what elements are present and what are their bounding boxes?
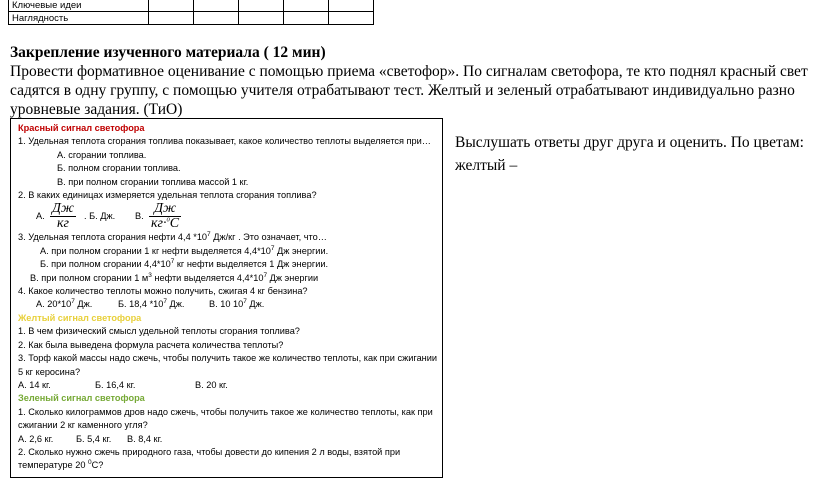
table-cell-label: Ключевые идеи (9, 0, 149, 12)
note-line: желтый – (455, 157, 518, 174)
question-y1: 1. В чем физический смысл удельной теплоты сгорания топлива? (18, 326, 300, 337)
table-row (9, 12, 374, 25)
question-g2-cont: температуре 20 $^0$С? (18, 459, 104, 471)
note-line: Выслушать ответы друг друга и оценить. По цветам: (455, 134, 804, 151)
answer-options-row: А. 2,6 кг. Б. 5,4 кг. В. 8,4 кг. (18, 433, 163, 444)
units-formula-row (18, 202, 436, 231)
answer-option: Б. полном сгорании топлива. (57, 163, 181, 174)
answer-option-label: В. (135, 211, 144, 222)
paragraph-line: Провести формативное оценивание с помощью приема «светофор». По сигналам светофора, те кто поднял красный свет (10, 63, 808, 80)
question-4: 4. Какое количество теплоты можно получить, сжигая 4 кг бензина? (18, 286, 308, 297)
paragraph-line: садятся в одну группу, с помощью учителя отрабатывают тест. Желтый и зеленый отрабатывают индивидуально разно (10, 82, 795, 99)
section-heading: Закрепление изученного материала ( 12 мин) (10, 44, 326, 61)
answer-options-row: А. $20*10^7$ Дж. Б. 18,4 $*10^7$ Дж. В. 10 $10^7$ Дж. (36, 298, 265, 310)
question-g2: 2. Сколько нужно сжечь природного газа, чтобы довести до кипения 2 л воды, взятой при (18, 446, 401, 457)
green-signal-title: Зеленый сигнал светофора (18, 393, 145, 404)
question-3: 3. Удельная теплота сгорания нефти 4,4 $*10^7$ Дж/кг . Это означает, что… (18, 231, 327, 243)
answer-option: Б. при полном сгорании $4,4*10^7$ кг нефти выделяется 1 Дж энергии. (40, 258, 329, 270)
answer-option-label: А. (36, 211, 45, 222)
question-g1: 1. Сколько килограммов дров надо сжечь, чтобы получить такое же количество теплоты, как при (18, 406, 433, 417)
question-y3: 3. Торф какой массы надо сжечь, чтобы получить такое же количество теплоты, как при сжигании (18, 353, 438, 364)
test-box (10, 118, 443, 478)
answer-option: А. при полном сгорании 1 кг нефти выделяется $4,4*10^7$ Дж энергии. (40, 244, 329, 256)
instruction-paragraph (10, 62, 815, 119)
table-row (9, 0, 374, 12)
question-2: 2. В каких единицах измеряется удельная теплота сгорания топлива? (18, 190, 317, 201)
answer-option-label: . Б. Дж. (84, 211, 116, 222)
fraction-a: $\frac{Дж}{кг}$ (52, 201, 74, 232)
yellow-signal-title: Желтый сигнал светофора (18, 312, 142, 323)
assessment-note (455, 131, 815, 177)
answer-option: В. при полном сгорании 1 $м^3$ нефти выделяется $4,4*10^7$ Дж энергии (30, 271, 319, 283)
answer-option: В. при полном сгорании топлива массой 1 кг. (57, 176, 249, 187)
question-y2: 2. Как была выведена формула расчета количества теплоты? (18, 339, 284, 350)
fraction-c: $\frac{Дж}{кг\cdot^0С}$ (151, 201, 180, 232)
question-y3-cont: 5 кг керосина? (18, 366, 81, 377)
answer-option: А. сгорании топлива. (57, 149, 147, 160)
table-cell-label: Наглядность (9, 12, 149, 25)
answer-options-row: А. 14 кг. Б. 16,4 кг. В. 20 кг. (18, 379, 228, 390)
question-1: 1. Удельная теплота сгорания топлива показывает, какое количество теплоты выделяется при… (18, 136, 431, 147)
red-signal-title: Красный сигнал светофора (18, 123, 145, 133)
evaluation-table (8, 0, 374, 25)
question-g1-cont: сжигании 2 кг каменного угля? (18, 420, 148, 431)
paragraph-line: уровневые задания. (ТиО) (10, 101, 183, 118)
